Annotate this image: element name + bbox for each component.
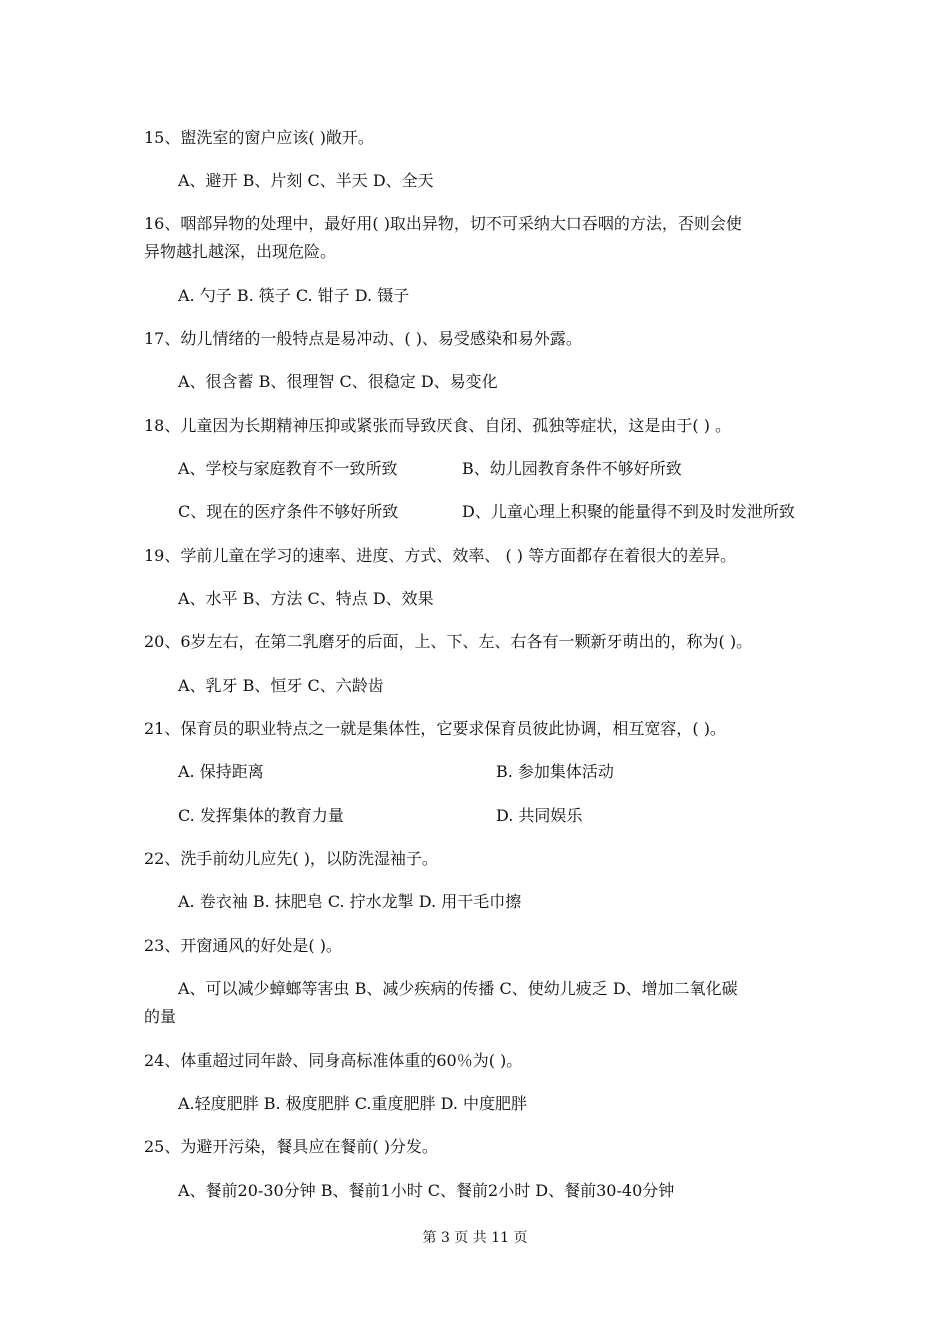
question-23-stem: 23、开窗通风的好处是( )。: [144, 936, 342, 955]
question-23-options: A、可以减少蟑螂等害虫 B、减少疾病的传播 C、使幼儿疲乏 D、增加二氧化碳: [178, 979, 738, 998]
question-17-stem: 17、幼儿情绪的一般特点是易冲动、( )、易受感染和易外露。: [144, 329, 582, 348]
question-21-option-d: D. 共同娱乐: [496, 806, 583, 825]
question-17-options: A、很含蓄 B、很理智 C、很稳定 D、易变化: [178, 372, 498, 391]
question-21-option-a: A. 保持距离: [178, 762, 264, 781]
page-footer: 第 3 页 共 11 页: [422, 1230, 528, 1246]
question-18-option-d: D、儿童心理上积聚的能量得不到及时发泄所致: [462, 502, 795, 521]
question-15-stem: 15、盥洗室的窗户应该( )敞开。: [144, 128, 374, 147]
question-15-options: A、避开 B、片刻 C、半天 D、全天: [178, 171, 434, 190]
question-18-options-row-2: [0, 502, 950, 522]
question-21-option-c: C. 发挥集体的教育力量: [178, 806, 344, 825]
question-21-options-row-2: [0, 806, 950, 826]
question-18-option-c: C、现在的医疗条件不够好所致: [178, 502, 399, 521]
question-21-option-b: B. 参加集体活动: [496, 762, 614, 781]
question-25-options: A、餐前20-30分钟 B、餐前1小时 C、餐前2小时 D、餐前30-40分钟: [178, 1181, 675, 1200]
question-16-stem-line-2: 异物越扎越深，出现危险。: [144, 242, 337, 261]
question-24-stem: 24、体重超过同年龄、同身高标准体重的60％为( )。: [144, 1051, 523, 1070]
question-16-stem-line-1: 16、咽部异物的处理中，最好用( )取出异物，切不可采纳大口吞咽的方法，否则会使: [144, 214, 742, 233]
question-24-options: A.轻度肥胖 B. 极度肥胖 C.重度肥胖 D. 中度肥胖: [178, 1094, 528, 1113]
question-18-stem: 18、儿童因为长期精神压抑或紧张而导致厌食、自闭、孤独等症状，这是由于( ) 。: [144, 416, 732, 435]
question-21-stem: 21、保育员的职业特点之一就是集体性，它要求保育员彼此协调，相互宽容，( )。: [144, 719, 726, 738]
question-16-options: A. 勺子 B. 筷子 C. 钳子 D. 镊子: [178, 286, 410, 305]
question-23-options-wrap: 的量: [144, 1007, 177, 1026]
question-22-options: A. 卷衣袖 B. 抹肥皂 C. 拧水龙掣 D. 用干毛巾擦: [178, 892, 522, 911]
question-19-options: A、水平 B、方法 C、特点 D、效果: [178, 589, 434, 608]
question-18-options-row-1: [0, 459, 950, 479]
question-19-stem: 19、学前儿童在学习的速率、进度、方式、效率、 ( ) 等方面都存在着很大的差异。: [144, 546, 737, 565]
question-22-stem: 22、洗手前幼儿应先( )，以防洗湿袖子。: [144, 849, 438, 868]
question-18-option-a: A、学校与家庭教育不一致所致: [178, 459, 398, 478]
question-21-options-row-1: [0, 762, 950, 782]
question-20-options: A、乳牙 B、恒牙 C、六龄齿: [178, 676, 384, 695]
question-25-stem: 25、为避开污染，餐具应在餐前( )分发。: [144, 1137, 438, 1156]
question-18-option-b: B、幼儿园教育条件不够好所致: [462, 459, 682, 478]
question-20-stem: 20、6岁左右，在第二乳磨牙的后面，上、下、左、右各有一颗新牙萌出的，称为( )。: [144, 632, 753, 651]
